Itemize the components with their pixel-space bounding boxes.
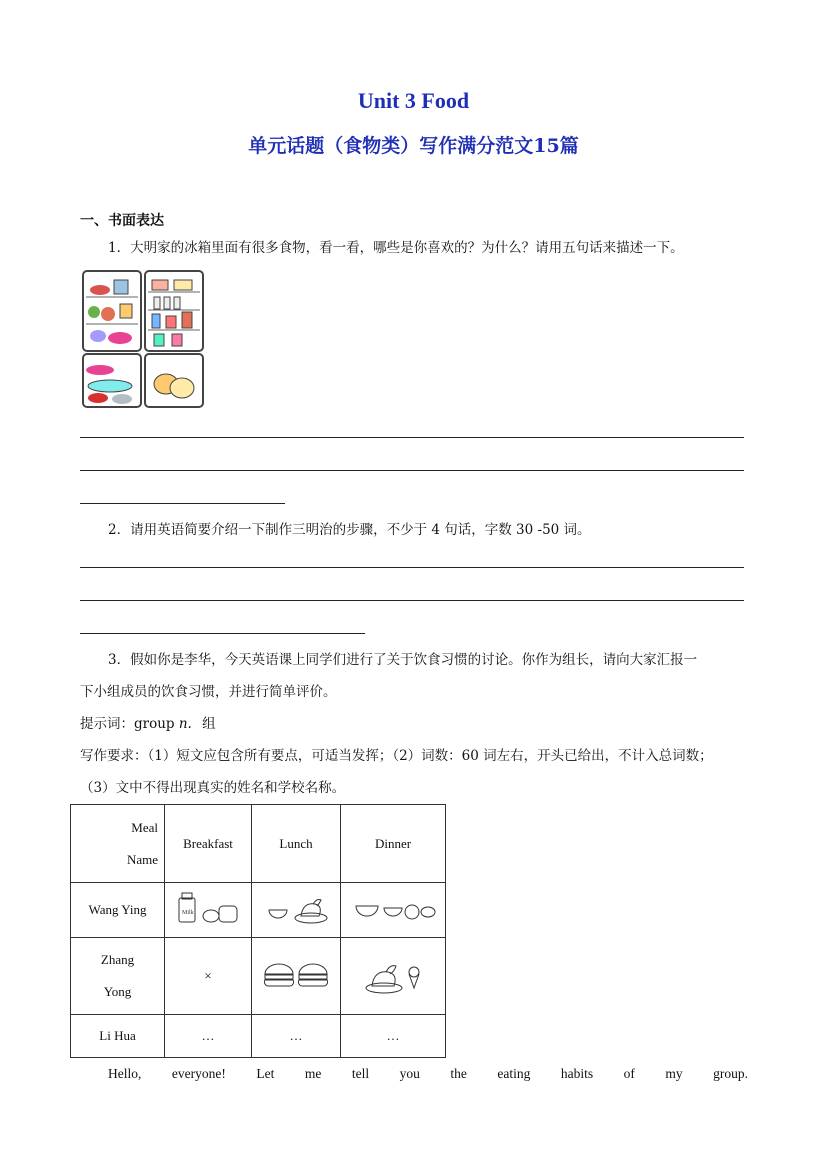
row-name-cell [71, 938, 165, 1015]
svg-text:Milk: Milk [182, 910, 194, 916]
question-3-hint [80, 714, 216, 734]
hint-meaning: 组 [202, 716, 216, 732]
hint-pos: n. [178, 716, 192, 732]
answer-word: group. [713, 1066, 748, 1081]
answer-word: habits [560, 1066, 594, 1081]
food-cell [165, 883, 252, 938]
chicken-and-ice-cream-icon [358, 952, 428, 996]
answer-line [80, 437, 744, 438]
question-2-text: 2．请用英语简要介绍一下制作三明治的步骤，不少于 4 句话，字数 30 -50 词。 [108, 522, 591, 538]
answer-word: tell [351, 1066, 370, 1081]
corner-meal-label: Meal [131, 819, 158, 835]
answer-word: Let [256, 1066, 275, 1081]
food-cell: … [252, 1015, 341, 1058]
milk-and-bread-icon [173, 890, 243, 926]
food-cell: … [341, 1015, 446, 1058]
food-cell [341, 883, 446, 938]
meal-table [70, 804, 446, 1058]
answer-line [80, 567, 744, 568]
answer-line [80, 503, 285, 504]
answer-word: the [450, 1066, 467, 1081]
table-row [71, 883, 446, 938]
column-header-lunch: Lunch [252, 805, 341, 883]
food-cell: × [165, 938, 252, 1015]
row-name-line2: Yong [103, 984, 132, 999]
answer-word: my [665, 1066, 683, 1081]
question-3-line2: 下小组成员的饮食习惯，并进行简单评价。 [80, 684, 337, 700]
section-heading: 一、书面表达 [80, 213, 164, 229]
table-corner-cell [71, 805, 165, 883]
question-3-requirements-2: （3）文中不得出现真实的姓名和学校名称。 [80, 780, 346, 796]
row-name-cell: Wang Ying [71, 883, 165, 938]
answer-word: everyone! [171, 1066, 226, 1081]
column-header-dinner: Dinner [341, 805, 446, 883]
question-3-requirements-1: 写作要求：（1）短文应包含所有要点，可适当发挥；（2）词数：60 词左右，开头已给出，不计入总词数； [80, 748, 713, 764]
answer-word: eating [497, 1066, 531, 1081]
food-cell: … [165, 1015, 252, 1058]
answer-word: of [623, 1066, 635, 1081]
table-row [71, 1015, 446, 1058]
answer-line [80, 600, 744, 601]
hamburgers-icon [261, 956, 331, 992]
answer-word: you [399, 1066, 420, 1081]
table-header-row [71, 805, 446, 883]
row-name-cell: Li Hua [71, 1015, 165, 1058]
fridge-illustration [82, 270, 204, 408]
page-subtitle: 单元话题（食物类）写作满分范文15篇 [248, 135, 579, 157]
table-row [71, 938, 446, 1015]
question-1-text: 1．大明家的冰箱里面有很多食物，看一看，哪些是你喜欢的？为什么？请用五句话来描述一下。 [108, 240, 684, 256]
row-name-line1: Zhang [100, 952, 135, 967]
page-title: Unit 3 Food [357, 88, 470, 113]
answer-line [80, 633, 365, 634]
answer-opening-sentence [108, 1066, 748, 1082]
answer-line [80, 470, 744, 471]
bowls-and-fruit-icon [348, 890, 438, 926]
answer-word: Hello, [108, 1066, 142, 1081]
answer-word: me [304, 1066, 322, 1081]
hint-label: 提示词：group [80, 716, 175, 732]
column-header-breakfast: Breakfast [165, 805, 252, 883]
food-cell [252, 883, 341, 938]
corner-name-label: Name [126, 851, 158, 867]
bowl-and-chicken-icon [261, 888, 331, 928]
food-cell [341, 938, 446, 1015]
question-3-line1: 3．假如你是李华，今天英语课上同学们进行了关于饮食习惯的讨论。你作为组长，请向大家汇报一 [108, 652, 698, 668]
food-cell [252, 938, 341, 1015]
